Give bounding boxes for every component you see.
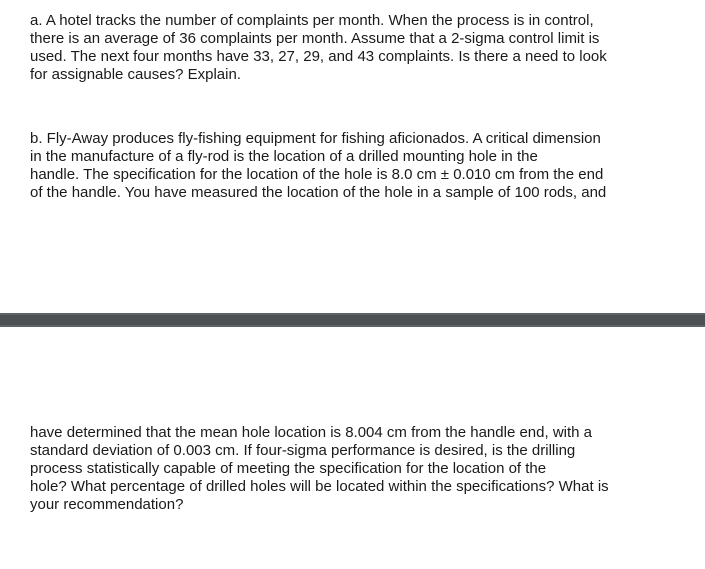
question-a-line: a. A hotel tracks the number of complaints per month. When the process is in control, bbox=[30, 12, 594, 29]
question-b-text-part1 bbox=[30, 130, 690, 202]
question-b-line: process statistically capable of meeting the specification for the location of the bbox=[30, 460, 547, 477]
question-a-line: there is an average of 36 complaints per month. Assume that a 2-sigma control limit is bbox=[30, 30, 600, 47]
question-b-line: hole? What percentage of drilled holes will be located within the specifications? What is bbox=[30, 478, 609, 495]
question-b-line: of the handle. You have measured the location of the hole in a sample of 100 rods, and bbox=[30, 184, 607, 201]
page-break-divider-core bbox=[0, 315, 705, 325]
question-b-line: handle. The specification for the location of the hole is 8.0 cm ± 0.010 cm from the end bbox=[30, 166, 604, 183]
question-b-line: b. Fly-Away produces fly-fishing equipment for fishing aficionados. A critical dimension bbox=[30, 130, 601, 147]
question-a-text bbox=[30, 12, 690, 84]
question-b-line: in the manufacture of a fly-rod is the location of a drilled mounting hole in the bbox=[30, 148, 538, 165]
question-b-line: have determined that the mean hole location is 8.004 cm from the handle end, with a bbox=[30, 424, 593, 441]
question-b-text-part2 bbox=[30, 424, 690, 514]
question-b-line: your recommendation? bbox=[30, 496, 184, 513]
page-break-divider bbox=[0, 313, 705, 327]
question-a-line: for assignable causes? Explain. bbox=[30, 66, 241, 83]
question-a-line: used. The next four months have 33, 27, 29, and 43 complaints. Is there a need to look bbox=[30, 48, 607, 65]
question-b-line: standard deviation of 0.003 cm. If four-sigma performance is desired, is the drilling bbox=[30, 442, 576, 459]
